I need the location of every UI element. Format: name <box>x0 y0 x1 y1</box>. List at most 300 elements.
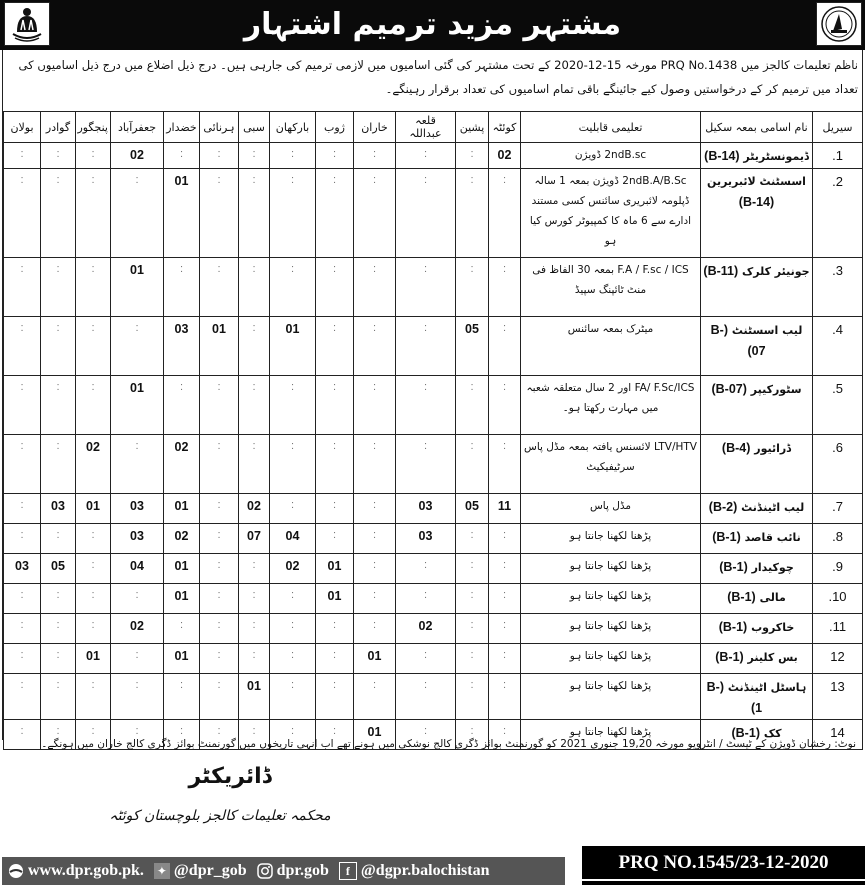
qualification-cell: پڑھنا لکھنا جانتا ہو <box>521 584 701 614</box>
district-count-cell: : <box>396 554 456 584</box>
colleges-department-seal <box>816 2 862 46</box>
district-count-cell: : <box>4 720 41 750</box>
district-count-cell: 01 <box>111 258 164 317</box>
post-cell <box>701 584 813 614</box>
serial-cell: 11. <box>813 614 863 644</box>
district-count-cell: : <box>41 584 76 614</box>
facebook-link[interactable] <box>339 862 490 880</box>
district-count-cell: : <box>200 674 239 720</box>
district-count-cell: 05 <box>456 494 489 524</box>
district-count-cell: 02 <box>164 524 200 554</box>
district-count-cell: : <box>396 435 456 494</box>
district-count-cell: : <box>164 376 200 435</box>
column-header: تعلیمی قابلیت <box>521 112 701 143</box>
post-name: جونیئر کلرک <box>741 265 810 278</box>
district-count-cell: : <box>354 376 396 435</box>
post-cell <box>701 376 813 435</box>
qualification-cell: LTV/HTV لائسنس یافتہ بمعہ مڈل پاس سرٹیفیکیٹ <box>521 435 701 494</box>
district-count-cell: 03 <box>164 317 200 376</box>
post-scale: (B-07) <box>711 382 747 396</box>
post-name: ڈیمونسٹریٹر <box>743 150 809 163</box>
district-count-cell: : <box>489 584 521 614</box>
post-scale: (B-1) <box>715 650 744 664</box>
district-count-cell: : <box>4 584 41 614</box>
district-count-cell: 01 <box>354 644 396 674</box>
district-count-cell: : <box>4 524 41 554</box>
post-scale: (B-1) <box>718 620 748 634</box>
qualification-cell: FA/ F.Sc/ICS اور 2 سال متعلقہ شعبہ میں مہارت رکھتا ہو۔ <box>521 376 701 435</box>
post-scale: (B-1) <box>719 560 748 574</box>
district-count-cell: : <box>270 376 316 435</box>
page-title: مشتہر مزید ترمیم اشتہار <box>243 7 622 42</box>
district-count-cell: : <box>76 258 111 317</box>
district-count-cell: : <box>4 494 41 524</box>
district-count-cell: 02 <box>111 143 164 169</box>
serial-cell: 4. <box>813 317 863 376</box>
district-count-cell: : <box>456 169 489 258</box>
district-count-cell: : <box>76 720 111 750</box>
district-count-cell: : <box>270 644 316 674</box>
post-cell <box>701 435 813 494</box>
serial-cell: 14 <box>813 720 863 750</box>
district-count-cell: : <box>396 720 456 750</box>
district-count-cell: : <box>239 143 270 169</box>
district-count-cell: : <box>111 720 164 750</box>
instagram-icon <box>257 863 273 879</box>
district-count-cell: : <box>354 494 396 524</box>
district-count-cell: : <box>489 376 521 435</box>
district-count-cell: : <box>4 258 41 317</box>
table-row <box>4 494 863 524</box>
prq-number: PRQ NO.1545/23-12-2020 <box>582 846 865 879</box>
district-count-cell: : <box>111 674 164 720</box>
post-name: کک <box>763 727 782 740</box>
district-count-cell: : <box>164 143 200 169</box>
district-count-cell: : <box>200 720 239 750</box>
qualification-cell: پڑھنا لکھنا جانتا ہو <box>521 644 701 674</box>
district-count-cell: 01 <box>354 720 396 750</box>
post-name: بس کلینر <box>747 651 798 664</box>
serial-cell: 8. <box>813 524 863 554</box>
district-count-cell: 01 <box>164 169 200 258</box>
column-header: قلعہ عبداللہ <box>396 112 456 143</box>
post-cell <box>701 674 813 720</box>
district-count-cell: : <box>4 674 41 720</box>
post-scale: (B-14) <box>738 195 775 209</box>
post-cell <box>701 614 813 644</box>
district-count-cell: : <box>111 317 164 376</box>
serial-cell: 12 <box>813 644 863 674</box>
table-row <box>4 169 863 258</box>
table-row <box>4 317 863 376</box>
district-count-cell: 02 <box>489 143 521 169</box>
column-header: پنجگور <box>76 112 111 143</box>
district-count-cell: : <box>76 143 111 169</box>
district-count-cell: 02 <box>270 554 316 584</box>
emblem-icon <box>9 6 45 42</box>
serial-cell: 6. <box>813 435 863 494</box>
district-count-cell: : <box>4 317 41 376</box>
district-count-cell: : <box>396 169 456 258</box>
district-count-cell: : <box>4 435 41 494</box>
district-count-cell: : <box>270 584 316 614</box>
district-count-cell: 04 <box>270 524 316 554</box>
district-count-cell: : <box>164 614 200 644</box>
district-count-cell: : <box>270 674 316 720</box>
district-count-cell: : <box>354 435 396 494</box>
district-count-cell: : <box>270 720 316 750</box>
column-header: خاران <box>354 112 396 143</box>
table-row <box>4 524 863 554</box>
post-name: لیب اسسٹنٹ <box>731 324 803 337</box>
serial-cell: 9. <box>813 554 863 584</box>
post-scale: (B-07) <box>710 323 766 358</box>
table-row <box>4 584 863 614</box>
seal-icon <box>820 5 858 43</box>
district-count-cell: : <box>354 169 396 258</box>
district-count-cell: : <box>316 674 354 720</box>
district-count-cell: : <box>316 169 354 258</box>
district-count-cell: : <box>456 584 489 614</box>
post-scale: (B-14) <box>704 149 740 163</box>
district-count-cell: 01 <box>164 584 200 614</box>
district-count-cell: : <box>239 644 270 674</box>
district-count-cell: : <box>4 376 41 435</box>
district-count-cell: : <box>354 143 396 169</box>
district-count-cell: : <box>270 494 316 524</box>
district-count-cell: 07 <box>239 524 270 554</box>
district-count-cell: : <box>354 614 396 644</box>
post-scale: (B-2) <box>708 500 738 514</box>
district-count-cell: : <box>239 169 270 258</box>
social-bar <box>2 857 565 885</box>
district-count-cell: : <box>456 143 489 169</box>
district-count-cell: : <box>489 435 521 494</box>
district-count-cell: : <box>489 258 521 317</box>
qualification-cell: پڑھنا لکھنا جانتا ہو <box>521 674 701 720</box>
district-count-cell: : <box>200 258 239 317</box>
district-count-cell: : <box>76 584 111 614</box>
district-count-cell: : <box>489 614 521 644</box>
district-count-cell: 05 <box>456 317 489 376</box>
district-count-cell: : <box>41 435 76 494</box>
district-count-cell: : <box>111 644 164 674</box>
district-count-cell: : <box>76 169 111 258</box>
district-count-cell: : <box>396 674 456 720</box>
post-cell <box>701 169 813 258</box>
district-count-cell: : <box>396 143 456 169</box>
district-count-cell: : <box>354 584 396 614</box>
district-count-cell: : <box>396 584 456 614</box>
district-count-cell: : <box>239 554 270 584</box>
serial-cell: 2. <box>813 169 863 258</box>
district-count-cell: : <box>456 674 489 720</box>
district-count-cell: : <box>200 584 239 614</box>
district-count-cell: : <box>41 644 76 674</box>
qualification-cell: پڑھنا لکھنا جانتا ہو <box>521 720 701 750</box>
district-count-cell: : <box>456 554 489 584</box>
qualification-cell: پڑھنا لکھنا جانتا ہو <box>521 524 701 554</box>
district-count-cell: : <box>456 435 489 494</box>
table-row <box>4 435 863 494</box>
district-count-cell: : <box>456 614 489 644</box>
post-cell <box>701 644 813 674</box>
qualification-cell: پڑھنا لکھنا جانتا ہو <box>521 614 701 644</box>
district-count-cell: : <box>456 644 489 674</box>
column-header: ہرنائی <box>200 112 239 143</box>
serial-cell: 7. <box>813 494 863 524</box>
signature-title: ڈائریکٹر <box>188 764 272 789</box>
table-row <box>4 614 863 644</box>
district-count-cell: 01 <box>239 674 270 720</box>
district-count-cell: : <box>164 720 200 750</box>
district-count-cell: : <box>489 674 521 720</box>
post-scale: (B-1) <box>727 590 756 604</box>
district-count-cell: : <box>41 674 76 720</box>
district-count-cell: 04 <box>111 554 164 584</box>
district-count-cell: : <box>489 169 521 258</box>
district-count-cell: : <box>4 169 41 258</box>
serial-cell: 13 <box>813 674 863 720</box>
district-count-cell: : <box>316 376 354 435</box>
post-name: سٹورکیپر <box>750 383 802 396</box>
prq-underline <box>582 881 865 885</box>
district-count-cell: : <box>354 674 396 720</box>
post-scale: (B-4) <box>721 441 751 455</box>
district-count-cell: : <box>396 317 456 376</box>
district-count-cell: : <box>354 258 396 317</box>
twitter-icon: ✦ <box>154 863 170 879</box>
district-count-cell: : <box>396 258 456 317</box>
district-count-cell: : <box>239 720 270 750</box>
column-header: بولان <box>4 112 41 143</box>
district-count-cell: : <box>354 317 396 376</box>
district-count-cell: : <box>354 524 396 554</box>
district-count-cell: : <box>316 435 354 494</box>
column-header: کوئٹہ <box>489 112 521 143</box>
table-row <box>4 376 863 435</box>
district-count-cell: : <box>316 524 354 554</box>
district-count-cell: 11 <box>489 494 521 524</box>
district-count-cell: : <box>4 143 41 169</box>
table-row <box>4 258 863 317</box>
district-count-cell: : <box>200 554 239 584</box>
district-count-cell: : <box>76 317 111 376</box>
district-count-cell: : <box>239 614 270 644</box>
post-name: چوکیدار <box>751 561 794 574</box>
district-count-cell: : <box>41 258 76 317</box>
post-name: نائب قاصد <box>744 531 801 544</box>
district-count-cell: 02 <box>239 494 270 524</box>
district-count-cell: : <box>456 720 489 750</box>
district-count-cell: : <box>200 376 239 435</box>
balochistan-emblem-logo <box>4 2 50 46</box>
district-count-cell: : <box>316 258 354 317</box>
vacancies-table <box>3 111 863 750</box>
serial-cell: 3. <box>813 258 863 317</box>
facebook-icon: f <box>339 862 357 880</box>
district-count-cell: : <box>200 614 239 644</box>
table-row <box>4 143 863 169</box>
district-count-cell: 01 <box>316 584 354 614</box>
district-count-cell: : <box>270 258 316 317</box>
district-count-cell: : <box>41 317 76 376</box>
serial-cell: 10. <box>813 584 863 614</box>
district-count-cell: 03 <box>41 494 76 524</box>
district-count-cell: 02 <box>76 435 111 494</box>
district-count-cell: : <box>270 435 316 494</box>
signature-department: محکمہ تعلیمات کالجز بلوچستان کوئٹہ <box>109 808 331 824</box>
district-count-cell: : <box>41 614 76 644</box>
district-count-cell: : <box>270 169 316 258</box>
post-name: مالی <box>759 591 786 604</box>
post-cell <box>701 494 813 524</box>
district-count-cell: : <box>456 258 489 317</box>
qualification-cell: F.A / F.sc / ICS بمعہ 30 الفاظ فی منٹ ٹائپنگ سپیڈ <box>521 258 701 317</box>
table-header-row <box>4 112 863 143</box>
post-scale: (B-11) <box>703 264 739 278</box>
instagram-link[interactable] <box>257 862 329 880</box>
district-count-cell: : <box>164 258 200 317</box>
column-header: ژوب <box>316 112 354 143</box>
post-cell <box>701 524 813 554</box>
district-count-cell: 03 <box>4 554 41 584</box>
qualification-cell: 2ndB.A/B.Sc ڈویژن بمعہ 1 سالہ ڈپلومہ لائبریری سائنس کسی مستند ادارے سے 6 ماہ کا کمپیوٹر کورس کیا ہو <box>521 169 701 258</box>
post-name: لیب اٹینڈنٹ <box>741 501 805 514</box>
table-row <box>4 644 863 674</box>
district-count-cell: : <box>239 376 270 435</box>
qualification-cell: 2ndB.sc ڈویژن <box>521 143 701 169</box>
column-header: خضدار <box>164 112 200 143</box>
district-count-cell: 02 <box>111 614 164 644</box>
district-count-cell: : <box>41 143 76 169</box>
district-count-cell: : <box>316 143 354 169</box>
district-count-cell: : <box>316 644 354 674</box>
district-count-cell: : <box>164 674 200 720</box>
post-scale: (B-1) <box>731 726 760 740</box>
district-count-cell: : <box>316 494 354 524</box>
globe-icon <box>8 863 24 879</box>
column-header: سیریل <box>813 112 863 143</box>
district-count-cell: 02 <box>164 435 200 494</box>
district-count-cell: : <box>316 317 354 376</box>
column-header: بارکھان <box>270 112 316 143</box>
district-count-cell: 01 <box>200 317 239 376</box>
column-header: جعفرآباد <box>111 112 164 143</box>
note-text: نوٹ: رخشان ڈویژن کے ٹیسٹ / انٹرویو مورخہ 19,20 جنوری 2021 کو گورنمنٹ بوائز ڈگری کالج نوشکی میں ہونے تھے اب انہی تاریخوں میں گورنمنٹ بوائز ڈگری کالج خاران میں ہونگے۔ <box>41 738 856 750</box>
website-link[interactable] <box>8 862 144 880</box>
post-name: خاکروب <box>751 621 795 634</box>
district-count-cell: : <box>200 435 239 494</box>
post-name: اسسٹنٹ لائبریرین <box>707 175 806 188</box>
district-count-cell: : <box>111 435 164 494</box>
district-count-cell: 02 <box>396 614 456 644</box>
district-count-cell: : <box>239 584 270 614</box>
district-count-cell: 01 <box>270 317 316 376</box>
district-count-cell: : <box>4 614 41 644</box>
post-scale: (B-1) <box>706 680 763 715</box>
facebook-handle: @dgpr.balochistan <box>360 862 490 879</box>
district-count-cell: 01 <box>316 554 354 584</box>
district-count-cell: : <box>41 524 76 554</box>
district-count-cell: 03 <box>396 494 456 524</box>
serial-cell: 1. <box>813 143 863 169</box>
district-count-cell: : <box>111 584 164 614</box>
intro-paragraph: ناظم تعلیمات کالجز میں PRQ No.1438 مورخہ 15-12-2020 کے تحت مشتہر کی گئی اسامیوں میں لازمی ترمیم کی جارہی ہیں۔ درج ذیل اضلاع میں درج ذیل اسامیوں کی تعداد میں ترمیم کر کے درخواستیں وصول کیے جائینگے باقی تمام اسامیوں کی تعداد برقرار رہینگے۔ <box>18 58 858 96</box>
district-count-cell: : <box>239 317 270 376</box>
district-count-cell: : <box>489 524 521 554</box>
district-count-cell: : <box>41 376 76 435</box>
district-count-cell: : <box>76 376 111 435</box>
district-count-cell: : <box>41 720 76 750</box>
twitter-handle: @dpr_gob <box>173 862 247 879</box>
district-count-cell: 01 <box>164 554 200 584</box>
column-header: نام اسامی بمعہ سکیل <box>701 112 813 143</box>
district-count-cell: : <box>489 720 521 750</box>
district-count-cell: : <box>200 524 239 554</box>
qualification-cell: مڈل پاس <box>521 494 701 524</box>
district-count-cell: : <box>489 554 521 584</box>
district-count-cell: : <box>200 644 239 674</box>
district-count-cell: 03 <box>111 524 164 554</box>
district-count-cell: : <box>41 169 76 258</box>
twitter-link[interactable] <box>154 862 247 880</box>
post-name: ڈرائیور <box>754 442 792 455</box>
district-count-cell: : <box>316 720 354 750</box>
district-count-cell: : <box>354 554 396 584</box>
post-cell <box>701 258 813 317</box>
post-cell <box>701 554 813 584</box>
district-count-cell: : <box>239 435 270 494</box>
post-name: ہاسٹل اٹینڈنٹ <box>727 681 807 694</box>
website-text: www.dpr.gob.pk. <box>28 862 144 879</box>
district-count-cell: : <box>76 614 111 644</box>
district-count-cell: 01 <box>164 494 200 524</box>
column-header: پشین <box>456 112 489 143</box>
district-count-cell: : <box>489 644 521 674</box>
instagram-handle: dpr.gob <box>276 862 329 879</box>
post-cell <box>701 143 813 169</box>
district-count-cell: : <box>200 143 239 169</box>
district-count-cell: 05 <box>41 554 76 584</box>
district-count-cell: : <box>270 143 316 169</box>
table-row <box>4 554 863 584</box>
district-count-cell: 01 <box>111 376 164 435</box>
post-cell <box>701 317 813 376</box>
district-count-cell: : <box>200 169 239 258</box>
district-count-cell: 01 <box>76 644 111 674</box>
post-scale: (B-1) <box>712 530 741 544</box>
column-header: گوادر <box>41 112 76 143</box>
qualification-cell: میٹرک بمعہ سائنس <box>521 317 701 376</box>
district-count-cell: : <box>270 614 316 644</box>
district-count-cell: 03 <box>111 494 164 524</box>
district-count-cell: 01 <box>164 644 200 674</box>
district-count-cell: : <box>76 554 111 584</box>
district-count-cell: : <box>396 376 456 435</box>
district-count-cell: : <box>239 258 270 317</box>
district-count-cell: : <box>396 644 456 674</box>
district-count-cell: : <box>200 494 239 524</box>
district-count-cell: 01 <box>76 494 111 524</box>
district-count-cell: : <box>4 644 41 674</box>
table-row <box>4 674 863 720</box>
column-header: سبی <box>239 112 270 143</box>
district-count-cell: : <box>456 524 489 554</box>
district-count-cell: : <box>316 614 354 644</box>
district-count-cell: : <box>111 169 164 258</box>
district-count-cell: : <box>456 376 489 435</box>
